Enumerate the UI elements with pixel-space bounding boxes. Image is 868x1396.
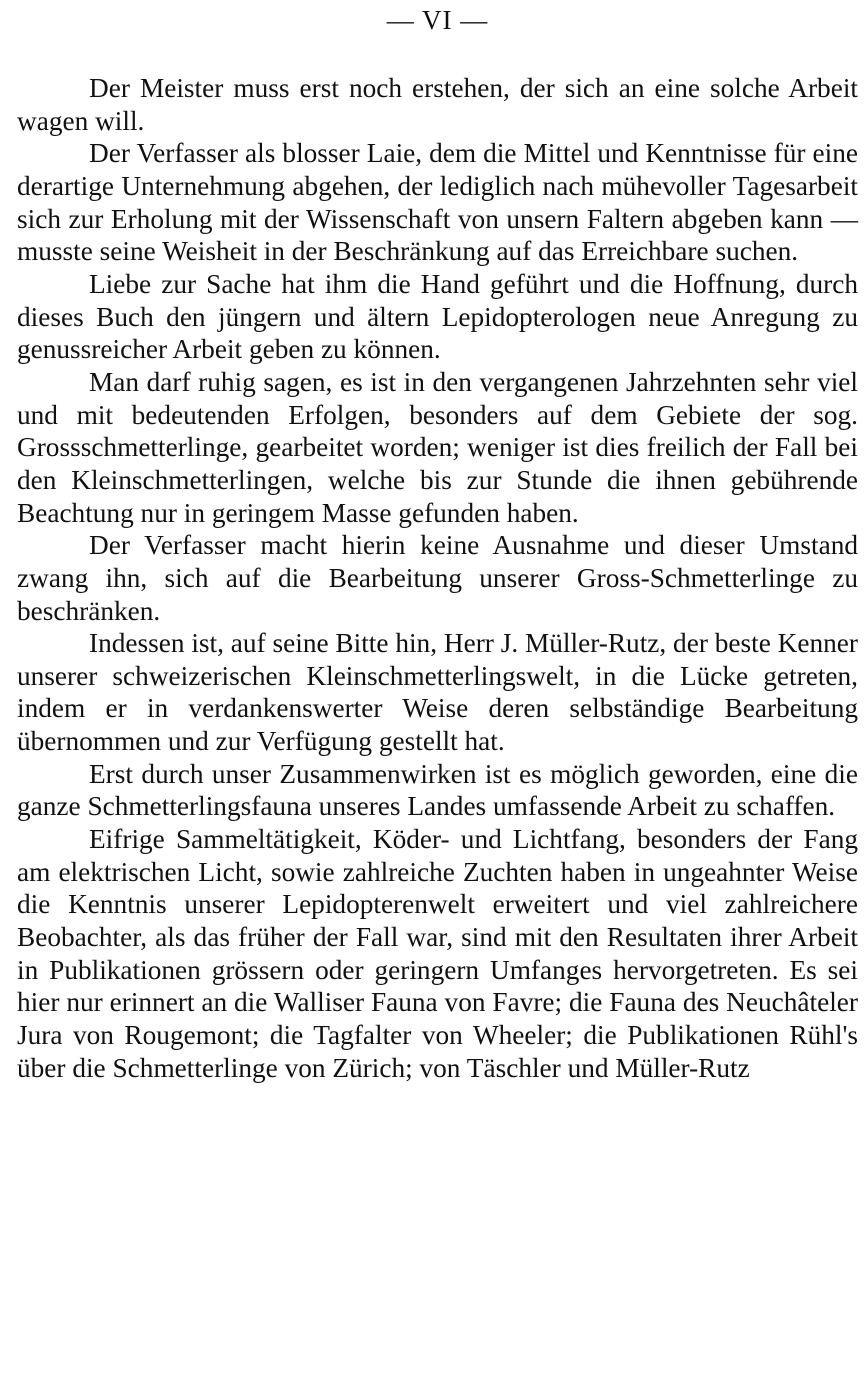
paragraph-7: Erst durch unser Zusammenwirken ist es möglich geworden, eine die ganze Schmetterlingsfauna unseres Landes umfassende Arbeit zu schaffen. xyxy=(17,758,858,822)
paragraph-1: Der Meister muss erst noch erstehen, der sich an eine solche Arbeit wagen will. xyxy=(17,73,858,136)
paragraph-2: Der Verfasser als blosser Laie, dem die Mittel und Kenntnisse für eine derartige Unternehmung abgehen, der lediglich nach mühevoller Tagesarbeit sich zur Erholung mit der Wissenschaft von unsern Faltern abgeben kann — musste seine Weisheit in der Beschränkung auf das Erreichbare suchen. xyxy=(17,138,858,267)
page-number-header: — VI — xyxy=(386,5,489,35)
paragraph-4: Man darf ruhig sagen, es ist in den vergangenen Jahrzehnten sehr viel und mit bedeutenden Erfolgen, besonders auf dem Gebiete der sog. Grossschmetterlinge, gearbeitet worden; weniger ist dies freilich der Fall bei den Kleinschmetterlingen, welche bis zur Stunde die ihnen gebührende Beachtung nur in geringem Masse gefunden haben. xyxy=(17,366,858,528)
paragraph-8: Eifrige Sammeltätigkeit, Köder- und Lichtfang, besonders der Fang am elektrischen Licht, sowie zahlreiche Zuchten haben in ungeahnter Weise die Kenntnis unserer Lepidopterenwelt erweitert und viel zahlreichere Beobachter, als das früher der Fall war, sind mit den Resultaten ihrer Arbeit in Publikationen grössern oder geringern Umfanges hervorgetreten. Es sei hier nur erinnert an die Walliser Fauna von Favre; die Fauna des Neuchâteler Jura von Rougemont; die Tagfalter von Wheeler; die Publikationen Rühl's über die Schmetterlinge von Zürich; von Täschler und Müller-Rutz xyxy=(17,824,858,1083)
paragraph-6: Indessen ist, auf seine Bitte hin, Herr J. Müller-Rutz, der beste Kenner unserer schweizerischen Kleinschmetterlingswelt, in die Lücke getreten, indem er in verdankenswerter Weise deren selbständige Bearbeitung übernommen und zur Verfügung gestellt hat. xyxy=(17,628,858,757)
paragraph-3: Liebe zur Sache hat ihm die Hand geführt und die Hoffnung, durch dieses Buch den jüngern und ältern Lepidopterologen neue Anregung zu genussreicher Arbeit geben zu können. xyxy=(17,268,858,365)
paragraph-5: Der Verfasser macht hierin keine Ausnahme und dieser Umstand zwang ihn, sich auf die Bearbeitung unserer Gross-Schmetterlinge zu beschränken. xyxy=(17,530,858,626)
